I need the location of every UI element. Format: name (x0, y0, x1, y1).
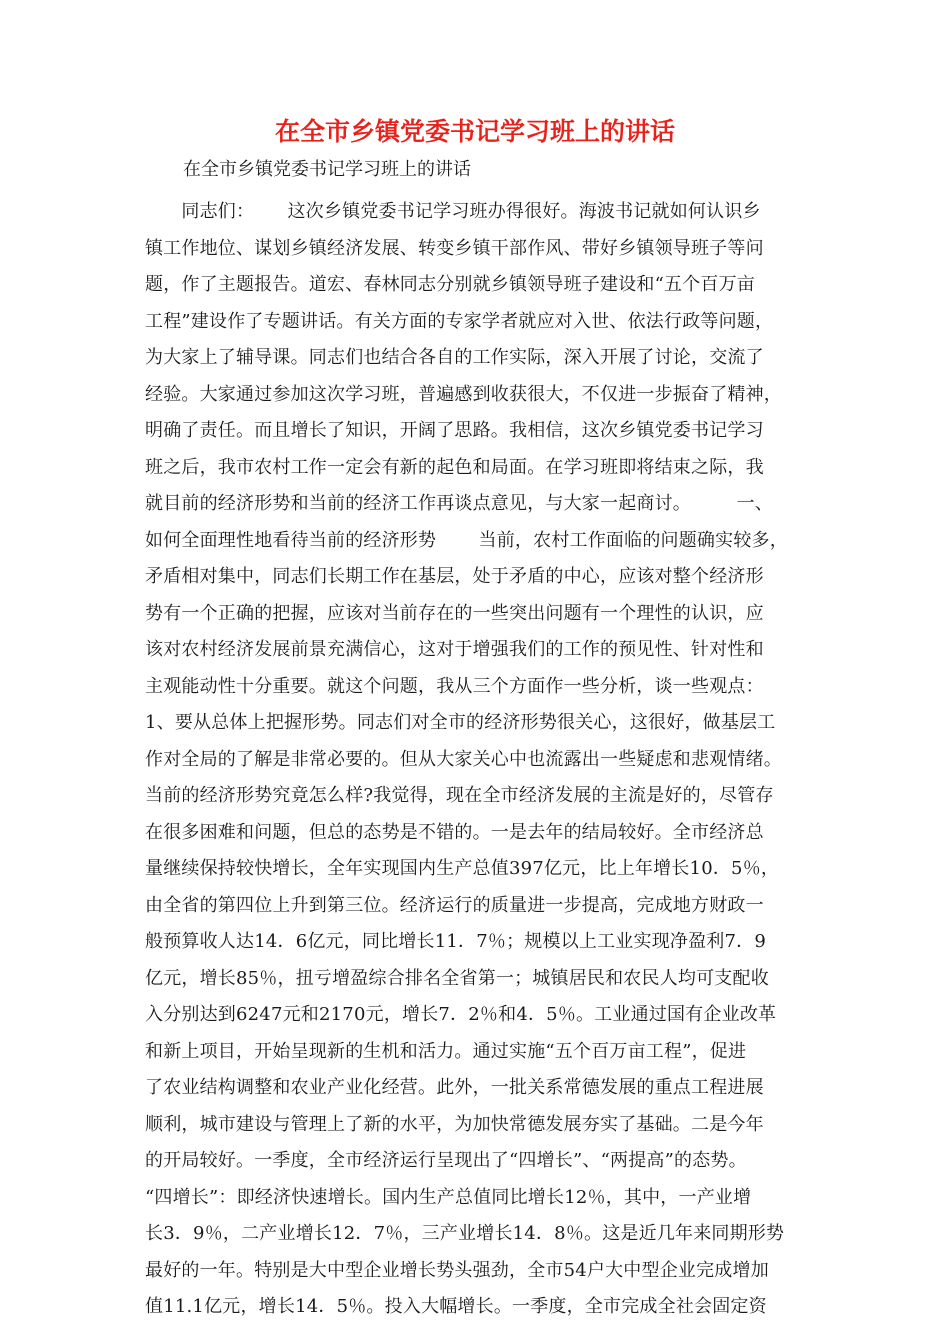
body-line: 长3．9％，二产业增长12．7％，三产业增长14．8％。这是近几年来同期形势 (145, 1223, 785, 1244)
body-line: 矛盾相对集中，同志们长期工作在基层，处于矛盾的中心，应该对整个经济形 (145, 566, 764, 587)
body-line: 1、要从总体上把握形势。同志们对全市的经济形势很关心，这很好，做基层工 (145, 712, 776, 733)
body-line: 镇工作地位、谋划乡镇经济发展、转变乡镇干部作风、带好乡镇领导班子等问 (145, 237, 764, 259)
body-line: 班之后，我市农村工作一定会有新的起色和局面。在学习班即将结束之际，我 (145, 456, 764, 478)
body-line: 该对农村经济发展前景充满信心，这对于增强我们的工作的预见性、针对性和 (145, 639, 764, 660)
body-line: 量继续保持较快增长，全年实现国内生产总值397亿元，比上年增长10．5％， (145, 858, 780, 879)
body-line: 势有一个正确的把握，应该对当前存在的一些突出问题有一个理性的认识，应 (145, 602, 764, 624)
body-line: 入分别达到6247元和2170元，增长7．2％和4．5％。工业通过国有企业改革 (145, 1004, 777, 1025)
body-line: 亿元，增长85％，扭亏增盈综合排名全省第一；城镇居民和农民人均可支配收 (145, 967, 769, 989)
document-body (145, 194, 810, 1326)
body-line: 如何全面理性地看待当前的经济形势 当前，农村工作面临的问题确实较多， (145, 529, 788, 551)
body-line: 为大家上了辅导课。同志们也结合各自的工作实际，深入开展了讨论，交流了 (145, 347, 764, 368)
body-line: 由全省的第四位上升到第三位。经济运行的质量进一步提高，完成地方财政一 (145, 894, 764, 916)
body-line: 当前的经济形势究竟怎么样?我觉得，现在全市经济发展的主流是好的，尽管存 (145, 785, 774, 806)
body-line: 了农业结构调整和农业产业化经营。此外，一批关系常德发展的重点工程进展 (145, 1077, 764, 1098)
body-line: 同志们： 这次乡镇党委书记学习班办得很好。海波书记就如何认识乡 (145, 201, 761, 222)
body-line: 主观能动性十分重要。就这个问题，我从三个方面作一些分析，谈一些观点： (145, 675, 764, 697)
body-line: 顺利，城市建设与管理上了新的水平，为加快常德发展夯实了基础。二是今年 (145, 1113, 764, 1135)
body-line: 的开局较好。一季度，全市经济运行呈现出了“四增长”、“两提高”的态势。 (145, 1150, 747, 1171)
body-line: 工程”建设作了专题讲话。有关方面的专家学者就应对入世、依法行政等问题， (145, 310, 774, 332)
body-line: 值11.1亿元，增长14．5％。投入大幅增长。一季度，全市完成全社会固定资 (145, 1296, 767, 1317)
body-line: “四增长”：即经济快速增长。国内生产总值同比增长12％，其中，一产业增 (145, 1186, 752, 1208)
body-line: 经验。大家通过参加这次学习班，普遍感到收获很大，不仅进一步振奋了精神， (145, 383, 782, 405)
document-subtitle: 在全市乡镇党委书记学习班上的讲话 (183, 159, 471, 180)
body-line: 题，作了主题报告。道宏、春林同志分别就乡镇领导班子建设和“五个百万亩 (145, 274, 755, 295)
body-line: 明确了责任。而且增长了知识，开阔了思路。我相信，这次乡镇党委书记学习 (145, 420, 764, 441)
body-line: 般预算收人达14．6亿元，同比增长11．7％；规模以上工业实现净盈利7．9 (145, 931, 767, 952)
document-title: 在全市乡镇党委书记学习班上的讲话 (274, 117, 675, 146)
body-line: 和新上项目，开始呈现新的生机和活力。通过实施“五个百万亩工程”，促进 (145, 1040, 747, 1062)
body-line: 就目前的经济形势和当前的经济工作再谈点意见，与大家一起商讨。 一、 (145, 493, 773, 514)
body-line: 作对全局的了解是非常必要的。但从大家关心中也流露出一些疑虑和悲观情绪。 (145, 748, 782, 770)
body-line: 最好的一年。特别是大中型企业增长势头强劲，全市54户大中型企业完成增加 (145, 1259, 769, 1281)
body-line: 在很多困难和问题，但总的态势是不错的。一是去年的结局较好。全市经济总 (145, 821, 764, 843)
